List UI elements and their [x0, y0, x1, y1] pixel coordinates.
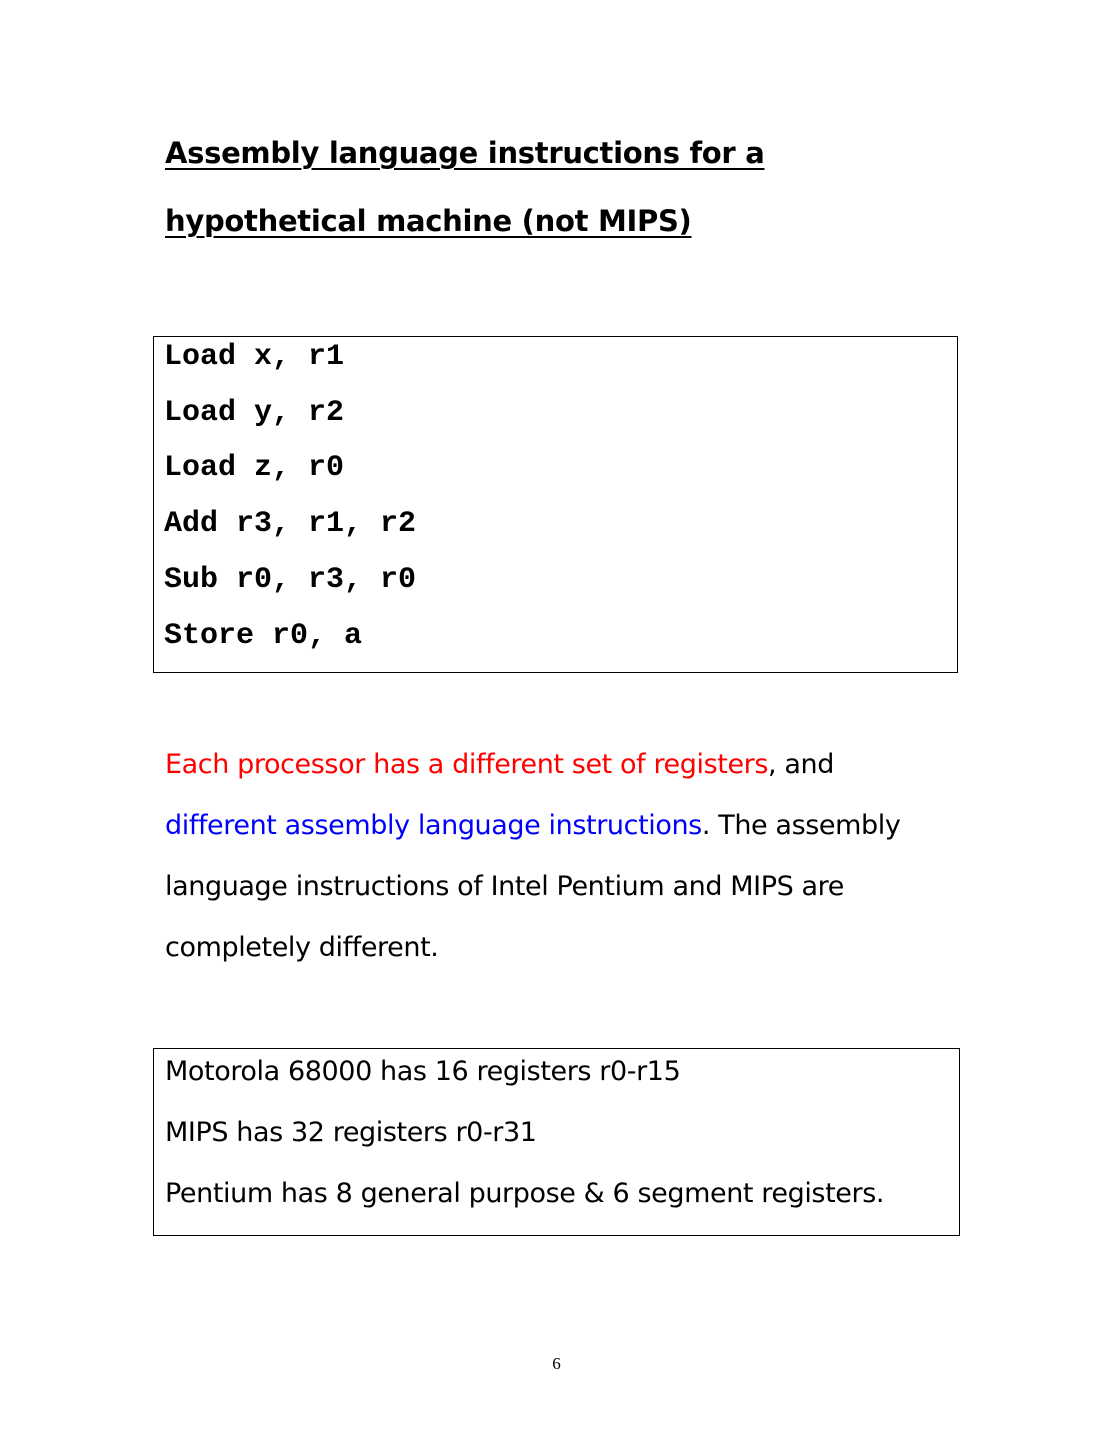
heading-line-1: Assembly language instructions for a [165, 136, 765, 170]
code-line: Sub r0, r3, r0 [164, 563, 417, 597]
registers-box [153, 1048, 960, 1236]
paragraph-text: . The assembly [701, 810, 901, 841]
code-line: Load z, r0 [164, 451, 345, 485]
registers-highlight: Each processor has a different set of registers [165, 749, 769, 780]
heading-line-2: hypothetical machine (not MIPS) [165, 204, 692, 238]
code-line: Add r3, r1, r2 [164, 507, 417, 541]
code-line: Store r0, a [164, 619, 363, 653]
paragraph-line-2 [165, 809, 900, 843]
instructions-highlight: different assembly language instructions [165, 810, 702, 841]
paragraph-line-3: language instructions of Intel Pentium and MIPS are [165, 871, 844, 902]
paragraph-line-1 [165, 748, 834, 782]
code-line: Load y, r2 [164, 396, 345, 430]
paragraph-line-4: completely different. [165, 932, 439, 963]
page-number: 6 [552, 1354, 561, 1373]
register-fact: Pentium has 8 general purpose & 6 segment registers. [165, 1178, 885, 1209]
code-listing-box [153, 336, 958, 673]
register-fact: MIPS has 32 registers r0-r31 [165, 1117, 537, 1148]
code-line: Load x, r1 [164, 340, 345, 374]
register-fact: Motorola 68000 has 16 registers r0-r15 [165, 1056, 681, 1087]
paragraph-text: , and [768, 749, 835, 780]
